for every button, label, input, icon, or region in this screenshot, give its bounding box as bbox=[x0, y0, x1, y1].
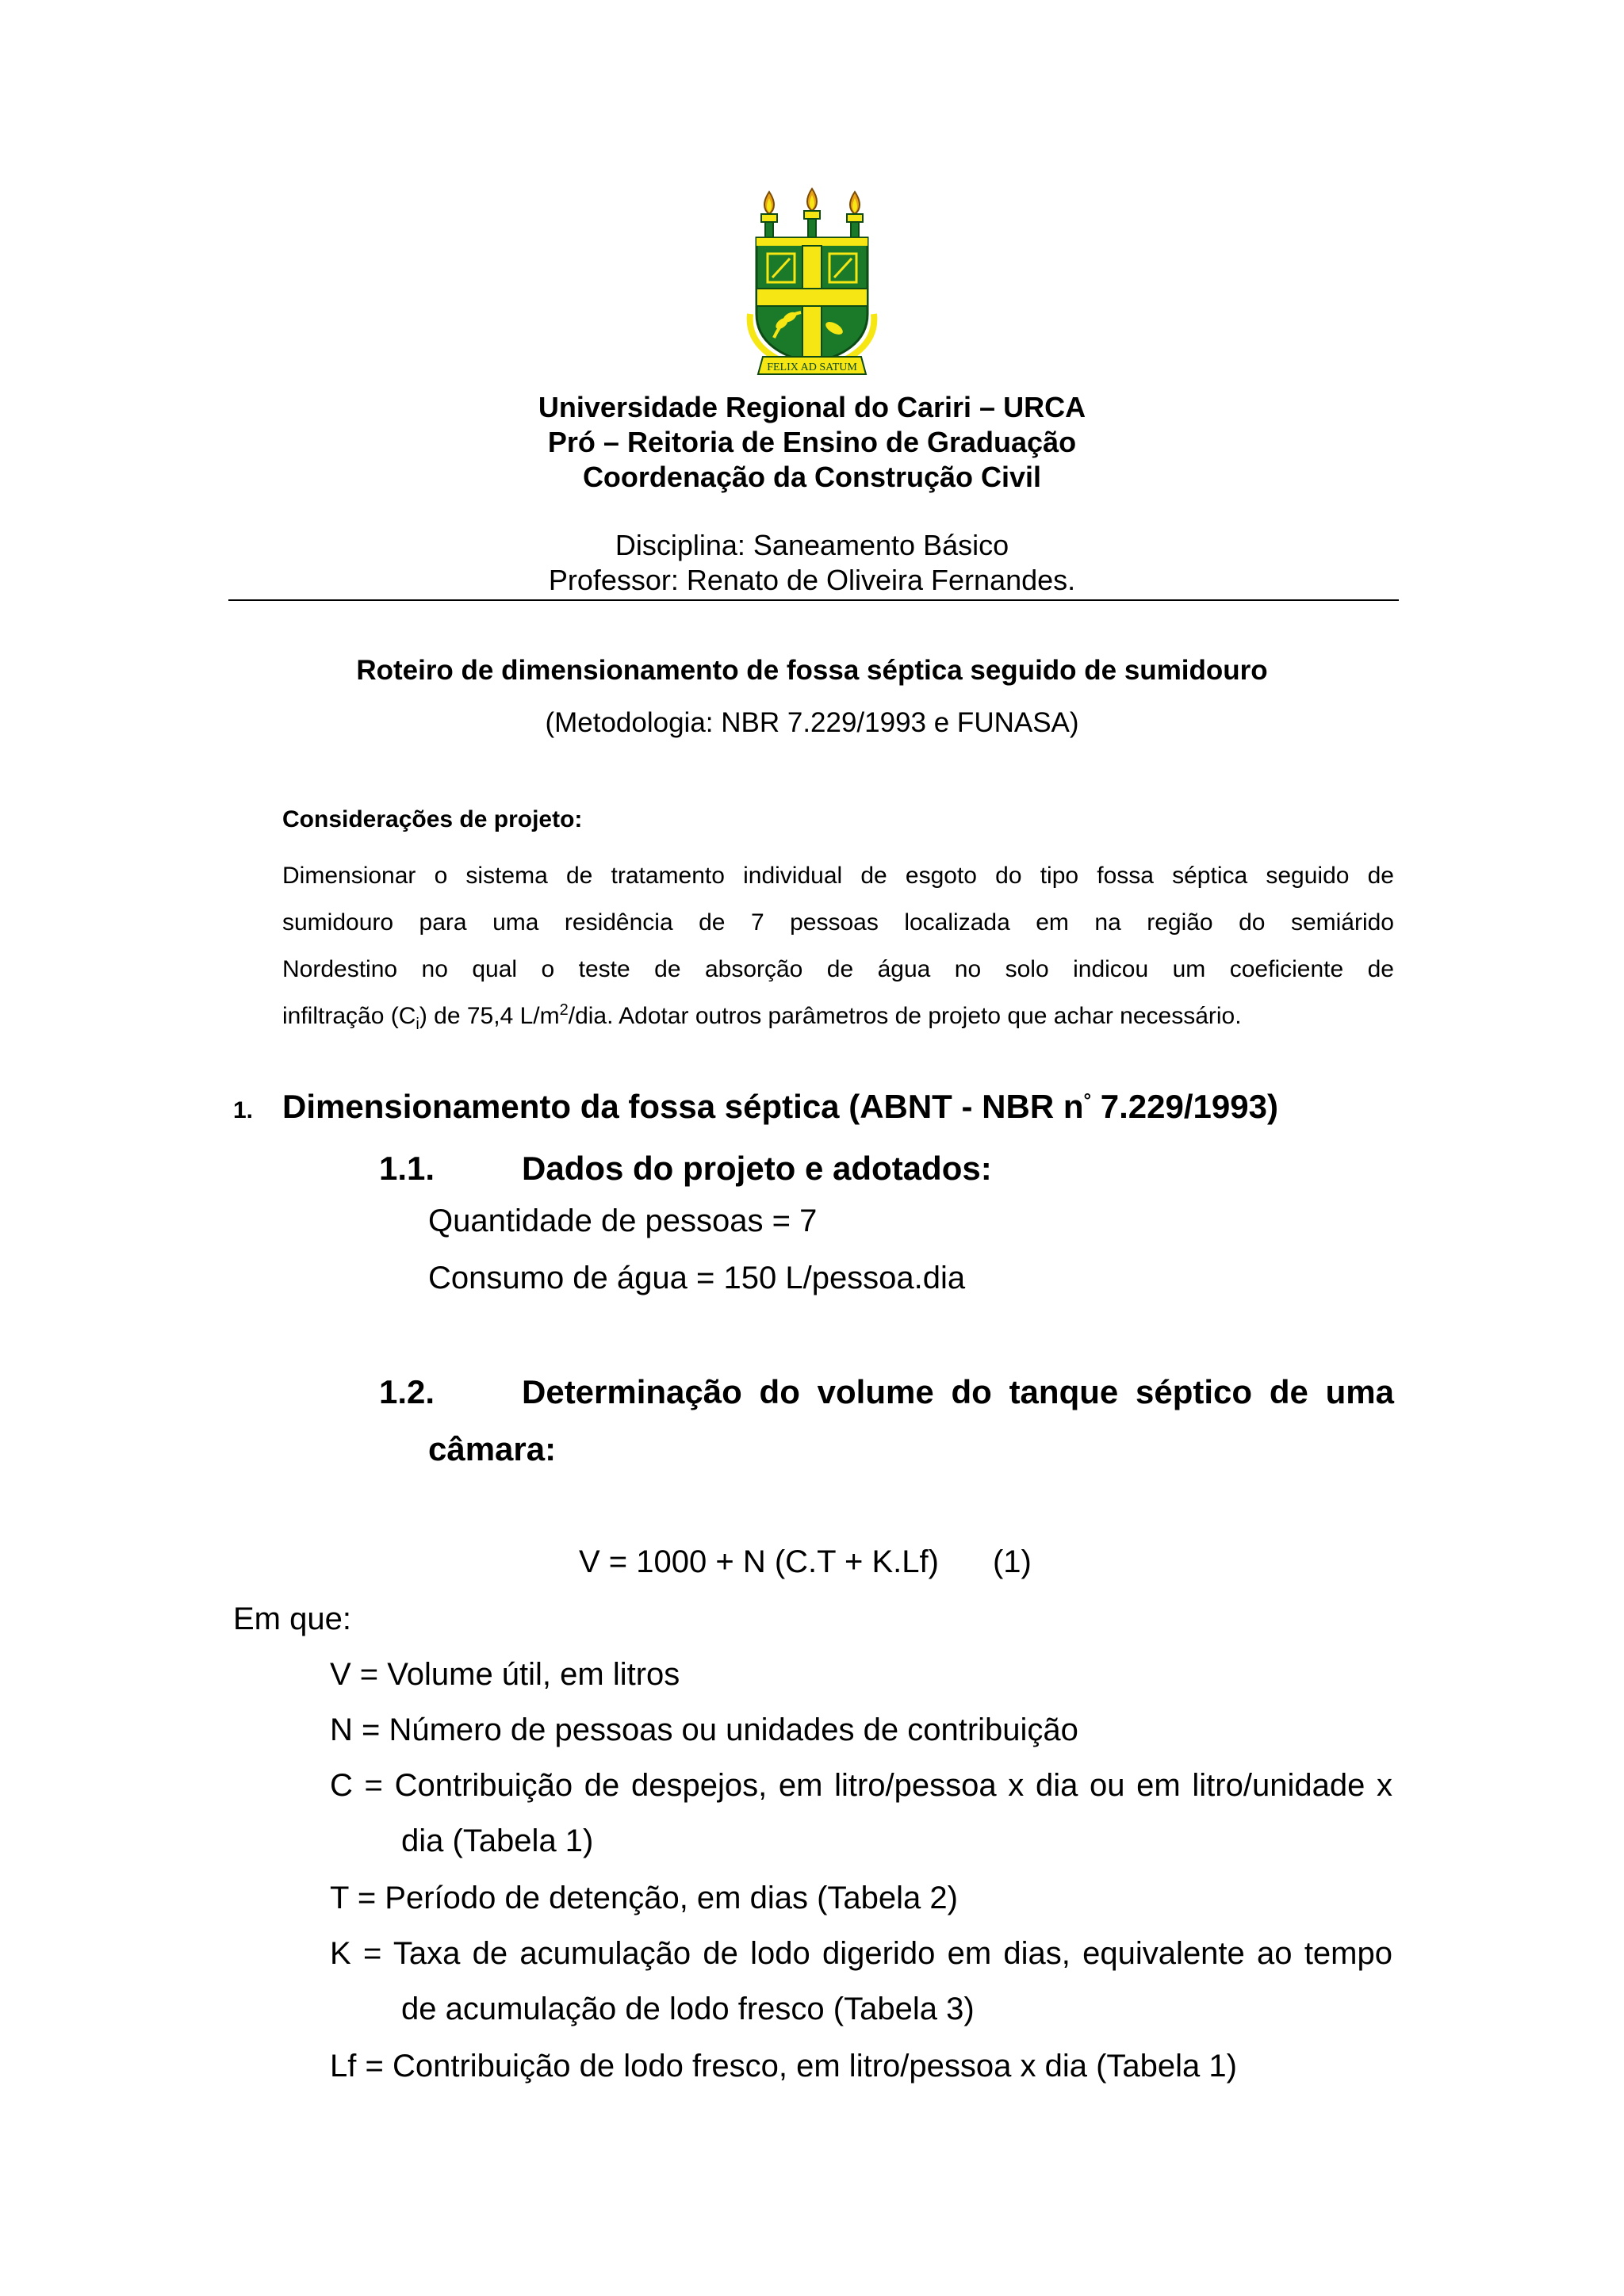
definitions-intro: Em que: bbox=[233, 1601, 351, 1636]
section-1-2-title-line-1: Determinação do volume do tanque séptico de uma bbox=[522, 1373, 1394, 1410]
formula-volume bbox=[579, 1544, 1032, 1580]
urca-coat-of-arms-icon bbox=[739, 187, 885, 381]
urca-logo bbox=[739, 187, 885, 381]
formula-expression: V = 1000 + N (C.T + K.Lf) bbox=[579, 1544, 939, 1579]
consideracoes-heading: Considerações de projeto: bbox=[282, 806, 583, 832]
consideracoes-line-3: Nordestino no qual o teste de absorção de água no solo indicou um coeficiente de bbox=[282, 956, 1394, 982]
header-divider bbox=[228, 599, 1399, 601]
pro-reitoria: Pró – Reitoria de Ensino de Graduação bbox=[547, 426, 1077, 458]
definition-t: T = Período de detenção, em dias (Tabela 2) bbox=[330, 1881, 958, 1915]
formula-number: (1) bbox=[992, 1544, 1032, 1579]
professor: Professor: Renato de Oliveira Fernandes. bbox=[548, 564, 1076, 596]
area-superscript: 2 bbox=[559, 1001, 569, 1019]
definition-n: N = Número de pessoas ou unidades de contribuição bbox=[330, 1712, 1078, 1747]
line4-part-b: ) de 75,4 L/m bbox=[419, 1003, 560, 1029]
section-1-title-a: Dimensionamento da fossa séptica (ABNT - NBR n bbox=[282, 1088, 1084, 1125]
section-1-title bbox=[282, 1088, 1278, 1126]
consideracoes-paragraph bbox=[282, 852, 1394, 1039]
definition-k-line-2: de acumulação de lodo fresco (Tabela 3) bbox=[401, 1992, 975, 2026]
consideracoes-line-4 bbox=[282, 993, 1394, 1039]
consideracoes-line-1: Dimensionar o sistema de tratamento individual de esgoto do tipo fossa séptica seguido de bbox=[282, 863, 1394, 889]
degree-symbol: ° bbox=[1083, 1090, 1092, 1112]
definition-v: V = Volume útil, em litros bbox=[330, 1657, 680, 1692]
logo-motto: FELIX AD SATUM bbox=[767, 362, 857, 373]
section-1-title-b: 7.229/1993) bbox=[1091, 1088, 1278, 1125]
section-1-2-number: 1.2. bbox=[379, 1373, 435, 1410]
torch-center bbox=[804, 189, 820, 238]
definition-lf: Lf = Contribuição de lodo fresco, em litro/pessoa x dia (Tabela 1) bbox=[330, 2049, 1237, 2084]
definition-c-line-2: dia (Tabela 1) bbox=[401, 1823, 594, 1858]
torch-right bbox=[847, 192, 863, 238]
quantidade-pessoas: Quantidade de pessoas = 7 bbox=[428, 1203, 818, 1238]
disciplina: Disciplina: Saneamento Básico bbox=[615, 529, 1009, 561]
line4-part-a: infiltração (C bbox=[282, 1003, 416, 1029]
section-1-number: 1. bbox=[233, 1097, 254, 1123]
line4-part-c: /dia. Adotar outros parâmetros de projeto que achar necessário. bbox=[568, 1003, 1242, 1029]
definition-c-line-1: C = Contribuição de despejos, em litro/pessoa x dia ou em litro/unidade x bbox=[330, 1768, 1392, 1803]
coordenacao: Coordenação da Construção Civil bbox=[582, 461, 1042, 493]
methodology: (Metodologia: NBR 7.229/1993 e FUNASA) bbox=[545, 707, 1079, 738]
consumo-agua: Consumo de água = 150 L/pessoa.dia bbox=[428, 1261, 966, 1295]
torch-left bbox=[761, 192, 777, 238]
university-name: Universidade Regional do Cariri – URCA bbox=[538, 391, 1086, 423]
section-1-2-title-line-2: câmara: bbox=[428, 1430, 557, 1468]
infiltration-subscript: i bbox=[416, 1016, 419, 1033]
definition-k-line-1: K = Taxa de acumulação de lodo digerido em dias, equivalente ao tempo bbox=[330, 1936, 1392, 1971]
section-1-1-number: 1.1. bbox=[379, 1150, 435, 1187]
section-1-1-title: Dados do projeto e adotados: bbox=[522, 1150, 992, 1187]
document-title: Roteiro de dimensionamento de fossa séptica seguido de sumidouro bbox=[356, 655, 1268, 686]
consideracoes-line-2: sumidouro para uma residência de 7 pessoas localizada em na região do semiárido bbox=[282, 909, 1394, 936]
